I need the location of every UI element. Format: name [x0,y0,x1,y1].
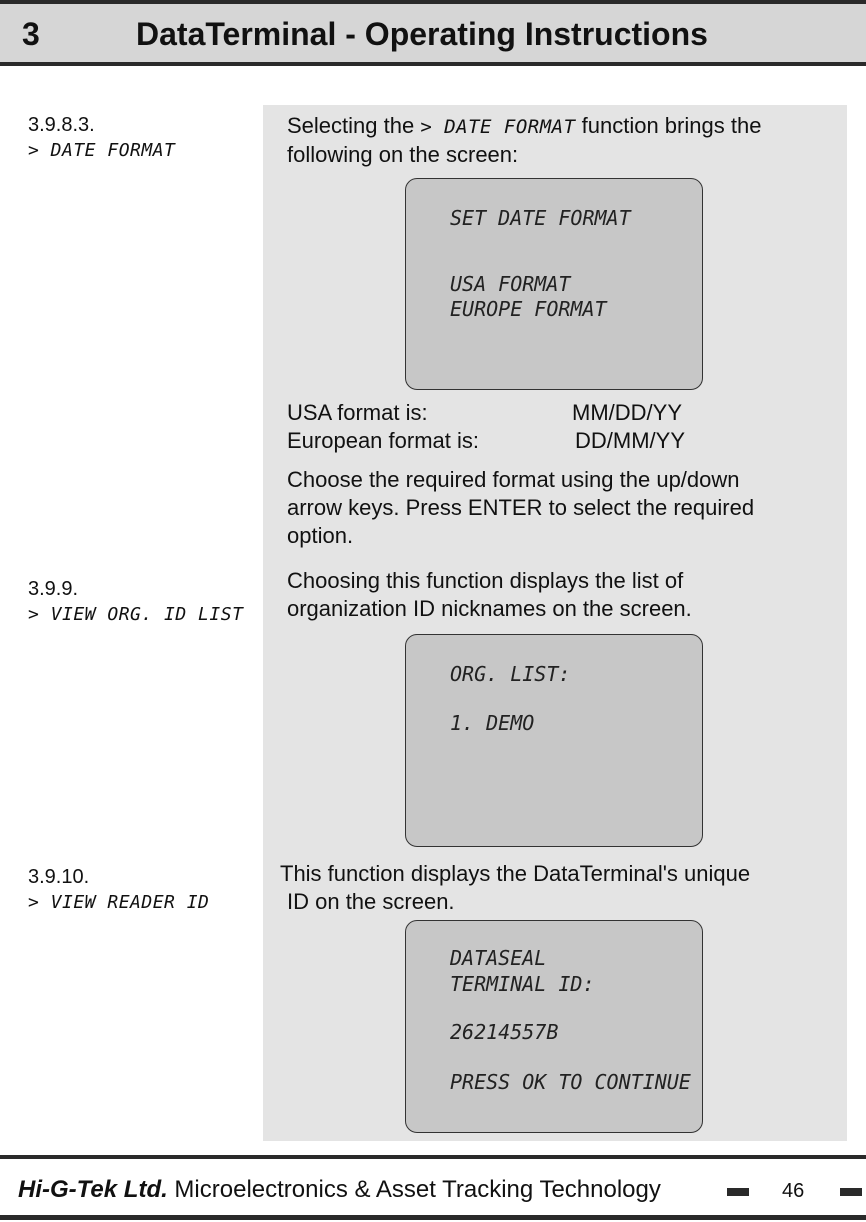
section-ref-number: 3.9.10. [28,866,90,888]
eu-format-value: DD/MM/YY [575,428,685,453]
menu-path: > VIEW READER ID [28,892,210,913]
page-header [0,0,866,66]
date-format-screen [405,178,703,390]
company-name: Hi-G-Tek Ltd. [18,1176,168,1203]
footer-text [18,1176,661,1204]
description-line: This function displays the DataTerminal's unique [280,861,751,886]
intro-text-after: function brings the [575,113,762,138]
page-number: 46 [782,1180,805,1202]
section-ref-number: 3.9.9. [28,578,79,600]
ref-date-format [28,112,175,164]
instructions-line: arrow keys. Press ENTER to select the required [287,495,755,520]
page-title: DataTerminal - Operating Instructions [136,16,708,52]
screen-title: SET DATE FORMAT [450,206,631,230]
footer-divider-bottom [0,1215,866,1220]
date-format-intro [287,112,761,169]
description-line: organization ID nicknames on the screen. [287,596,692,621]
menu-path: > VIEW ORG. ID LIST [28,604,244,625]
usa-format-label: USA format is: [287,400,428,425]
content-panel [263,105,847,1141]
menu-path: > DATE FORMAT [28,140,176,161]
eu-format-label: European format is: [287,428,479,453]
intro-text: Selecting the [287,113,421,138]
footer-mark-right [840,1188,862,1196]
screen-option-usa: USA FORMAT [450,272,571,296]
screen-line-id: 26214557B [450,1020,559,1044]
screen-line-prompt: PRESS OK TO CONTINUE [450,1070,691,1094]
intro-menu-name: > DATE FORMAT [420,116,576,138]
screen-option-europe: EUROPE FORMAT [450,297,607,321]
reader-id-screen [405,920,703,1133]
date-format-instructions [287,466,754,550]
footer-divider-top [0,1155,866,1159]
ref-reader-id [28,864,209,916]
section-number: 3 [22,16,40,52]
description-line: ID on the screen. [287,889,455,914]
instructions-line: Choose the required format using the up/down [287,467,740,492]
screen-line-device: DATASEAL [450,946,547,970]
org-list-description [287,567,692,623]
instructions-line: option. [287,523,354,548]
description-line: Choosing this function displays the list of [287,568,684,593]
screen-title: ORG. LIST: [450,662,571,686]
screen-list-item: 1. DEMO [450,711,535,735]
footer-mark-left [727,1188,749,1196]
company-tagline: Microelectronics & Asset Tracking Technology [167,1176,661,1203]
reader-id-description [280,860,750,916]
section-ref-number: 3.9.8.3. [28,114,95,136]
usa-format-value: MM/DD/YY [572,400,682,425]
intro-line-2: following on the screen: [287,142,519,167]
ref-org-list [28,576,243,628]
screen-line-label: TERMINAL ID: [450,972,595,996]
org-list-screen [405,634,703,847]
